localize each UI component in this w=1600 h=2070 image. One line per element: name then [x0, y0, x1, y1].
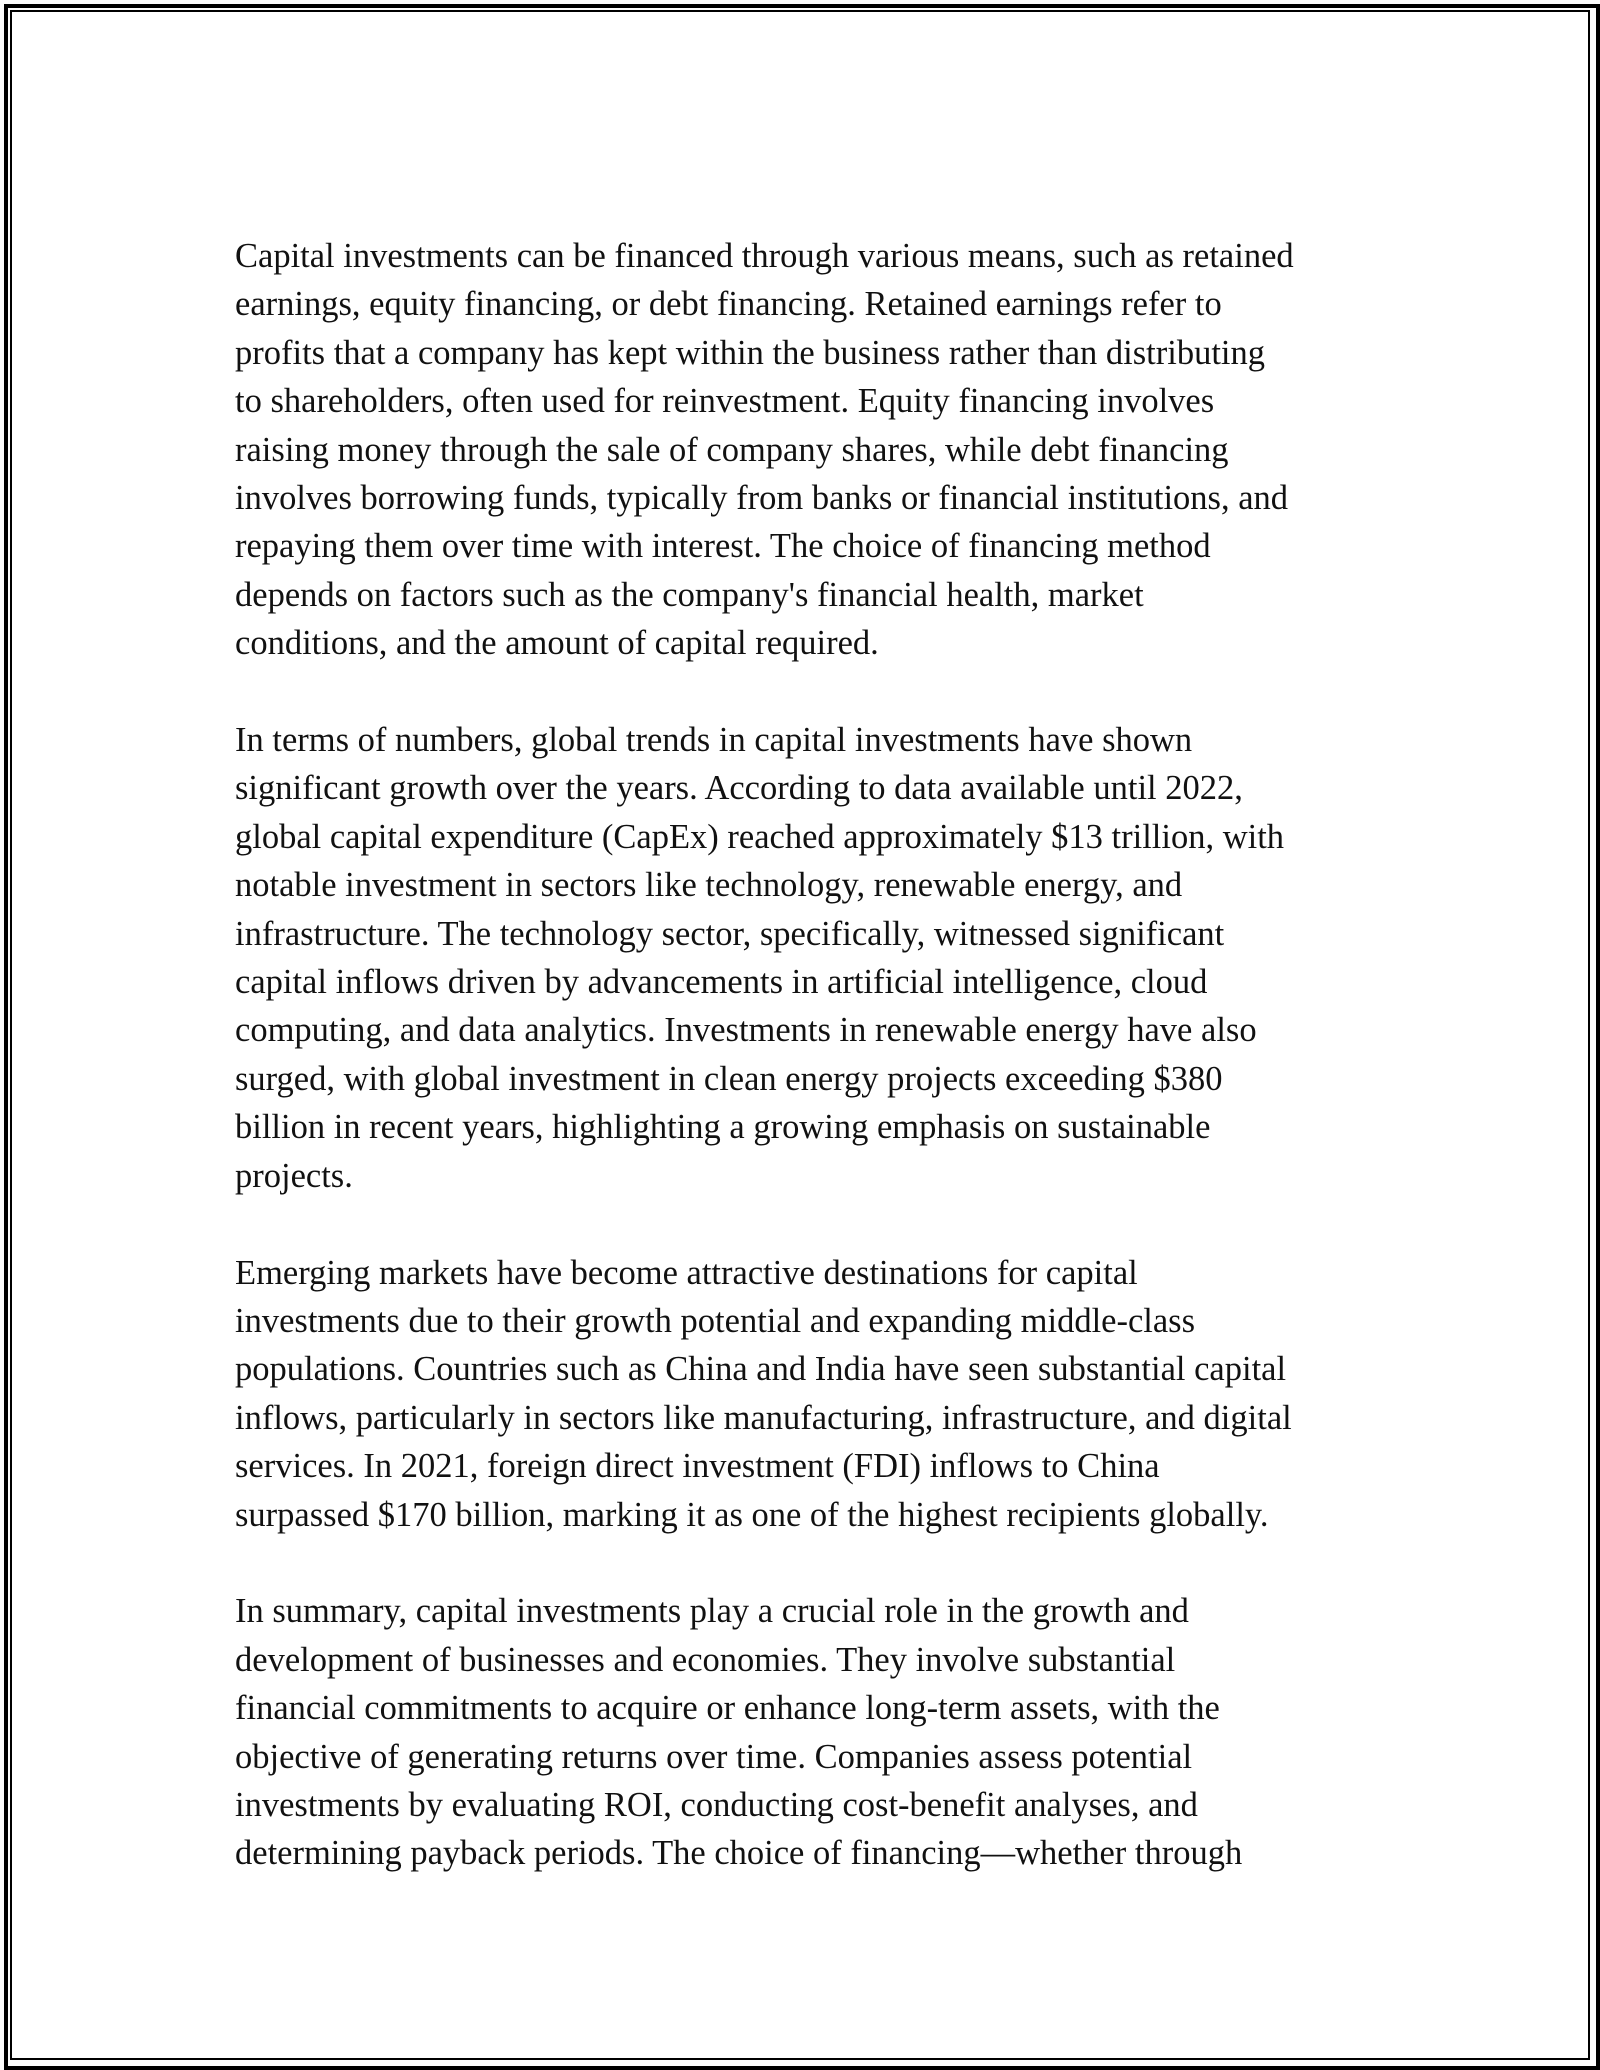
text-line: investments by evaluating ROI, conducting cost-benefit analyses, and — [235, 1785, 1198, 1824]
text-line: profits that a company has kept within the business rather than distributing — [235, 333, 1266, 372]
text-line: services. In 2021, foreign direct investment (FDI) inflows to China — [235, 1447, 1160, 1486]
text-line: global capital expenditure (CapEx) reached approximately $13 trillion, with — [235, 817, 1285, 856]
text-line: depends on factors such as the company's financial health, market — [235, 575, 1144, 614]
paragraph-emerging-markets — [235, 1249, 1375, 1539]
text-line: surged, with global investment in clean energy projects exceeding $380 — [235, 1059, 1223, 1098]
text-line: earnings, equity financing, or debt financing. Retained earnings refer to — [235, 285, 1222, 324]
paragraph-summary — [235, 1587, 1375, 1877]
text-line: involves borrowing funds, typically from banks or financial institutions, and — [235, 479, 1289, 518]
text-line: development of businesses and economies. They involve substantial — [235, 1640, 1176, 1679]
text-line: Capital investments can be financed through various means, such as retained — [235, 237, 1294, 275]
text-line: to shareholders, often used for reinvestment. Equity financing involves — [235, 382, 1215, 421]
text-line: populations. Countries such as China and India have seen substantial capital — [235, 1350, 1287, 1389]
text-line: infrastructure. The technology sector, specifically, witnessed significant — [235, 914, 1225, 953]
text-line: financial commitments to acquire or enhance long-term assets, with the — [235, 1689, 1220, 1728]
text-line: conditions, and the amount of capital required. — [235, 624, 879, 663]
text-line: significant growth over the years. According to data available until 2022, — [235, 769, 1243, 808]
document-body — [235, 232, 1375, 1926]
text-line: objective of generating returns over time. Companies assess potential — [235, 1737, 1193, 1776]
text-line: inflows, particularly in sectors like manufacturing, infrastructure, and digital — [235, 1398, 1292, 1437]
text-line: billion in recent years, highlighting a growing emphasis on sustainable — [235, 1108, 1211, 1147]
paragraph-financing-methods — [235, 232, 1375, 668]
text-line: investments due to their growth potential and expanding middle-class — [235, 1301, 1196, 1340]
text-line: Emerging markets have become attractive destinations for capital — [235, 1253, 1138, 1292]
text-line: In terms of numbers, global trends in capital investments have shown — [235, 721, 1193, 760]
text-line: raising money through the sale of company shares, while debt financing — [235, 430, 1229, 469]
text-line: surpassed $170 billion, marking it as one of the highest recipients globally. — [235, 1495, 1269, 1534]
text-line: capital inflows driven by advancements in artificial intelligence, cloud — [235, 963, 1208, 1002]
text-line: notable investment in sectors like technology, renewable energy, and — [235, 866, 1183, 905]
text-line: In summary, capital investments play a crucial role in the growth and — [235, 1592, 1189, 1631]
text-line: computing, and data analytics. Investments in renewable energy have also — [235, 1011, 1257, 1050]
text-line: determining payback periods. The choice of financing—whether through — [235, 1834, 1243, 1873]
text-line: repaying them over time with interest. The choice of financing method — [235, 527, 1211, 566]
text-line: projects. — [235, 1156, 353, 1195]
paragraph-global-trends — [235, 716, 1375, 1200]
